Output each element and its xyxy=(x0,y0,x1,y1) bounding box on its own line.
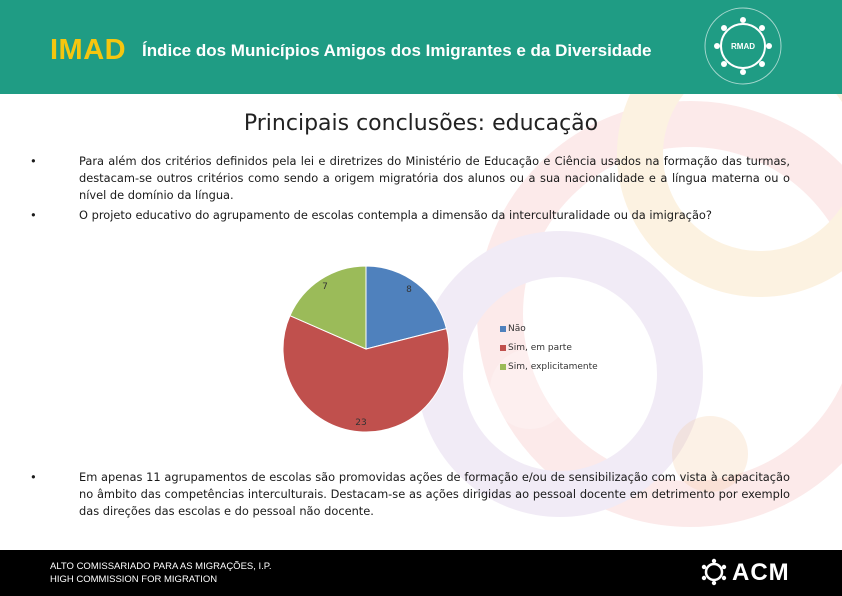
legend-label: Sim, explicitamente xyxy=(508,362,598,372)
bullet-1 xyxy=(30,153,790,204)
bullet-dot: • xyxy=(30,208,37,222)
rmad-seal-logo xyxy=(700,2,786,90)
bullet-text: Em apenas 11 agrupamentos de escolas são promovidas ações de formação e/ou de sensibilização com vista à capacitação no âmbito das competências interculturais. Destacam-se as ações dirigidas ao pessoal docente em detrimento por exemplo das direções das escolas e do pessoal não docente. xyxy=(79,470,790,518)
pie-data-label-2: 23 xyxy=(355,418,367,428)
bullet-dot: • xyxy=(30,470,37,484)
acm-logo: ACM xyxy=(732,559,790,586)
footer-org-en: HIGH COMMISSION FOR MIGRATION xyxy=(50,574,218,585)
legend-swatch xyxy=(500,326,506,332)
title-main: Principais conclusões: xyxy=(243,111,486,136)
legend-swatch xyxy=(500,364,506,370)
footer-bar xyxy=(0,550,842,596)
seal-center-text: RMAD xyxy=(731,42,755,51)
legend-item-sim-em-parte xyxy=(500,343,598,362)
slide-title xyxy=(0,111,842,136)
legend-swatch xyxy=(500,345,506,351)
bullet-dot: • xyxy=(30,154,37,168)
bullet-2 xyxy=(30,207,790,224)
pie-data-label-3: 7 xyxy=(322,282,328,292)
header-subtitle: Índice dos Municípios Amigos dos Imigrantes e da Diversidade xyxy=(142,41,652,60)
bullet-3 xyxy=(30,469,790,520)
header-banner xyxy=(0,0,842,94)
imad-logo: IMAD xyxy=(50,34,127,66)
acm-emblem-icon xyxy=(700,558,728,586)
legend-item-sim-explicitamente xyxy=(500,362,598,381)
title-sub: educação xyxy=(492,111,599,136)
legend-item-nao xyxy=(500,324,598,343)
legend-label: Não xyxy=(508,324,526,334)
bullet-text: O projeto educativo do agrupamento de escolas contempla a dimensão da interculturalidade ou da imigração? xyxy=(79,208,712,222)
chart-legend xyxy=(500,324,598,381)
footer-org-pt: ALTO COMISSARIADO PARA AS MIGRAÇÕES, I.P. xyxy=(50,561,272,572)
pie-data-label-1: 8 xyxy=(406,285,412,295)
legend-label: Sim, em parte xyxy=(508,343,572,353)
bullet-text: Para além dos critérios definidos pela lei e diretrizes do Ministério de Educação e Ciência usados na formação das turmas, destacam-se outros critérios como sendo a origem migratória dos alunos ou a sua nacionalidade e a língua materna ou o nível de domínio da língua. xyxy=(79,154,790,202)
